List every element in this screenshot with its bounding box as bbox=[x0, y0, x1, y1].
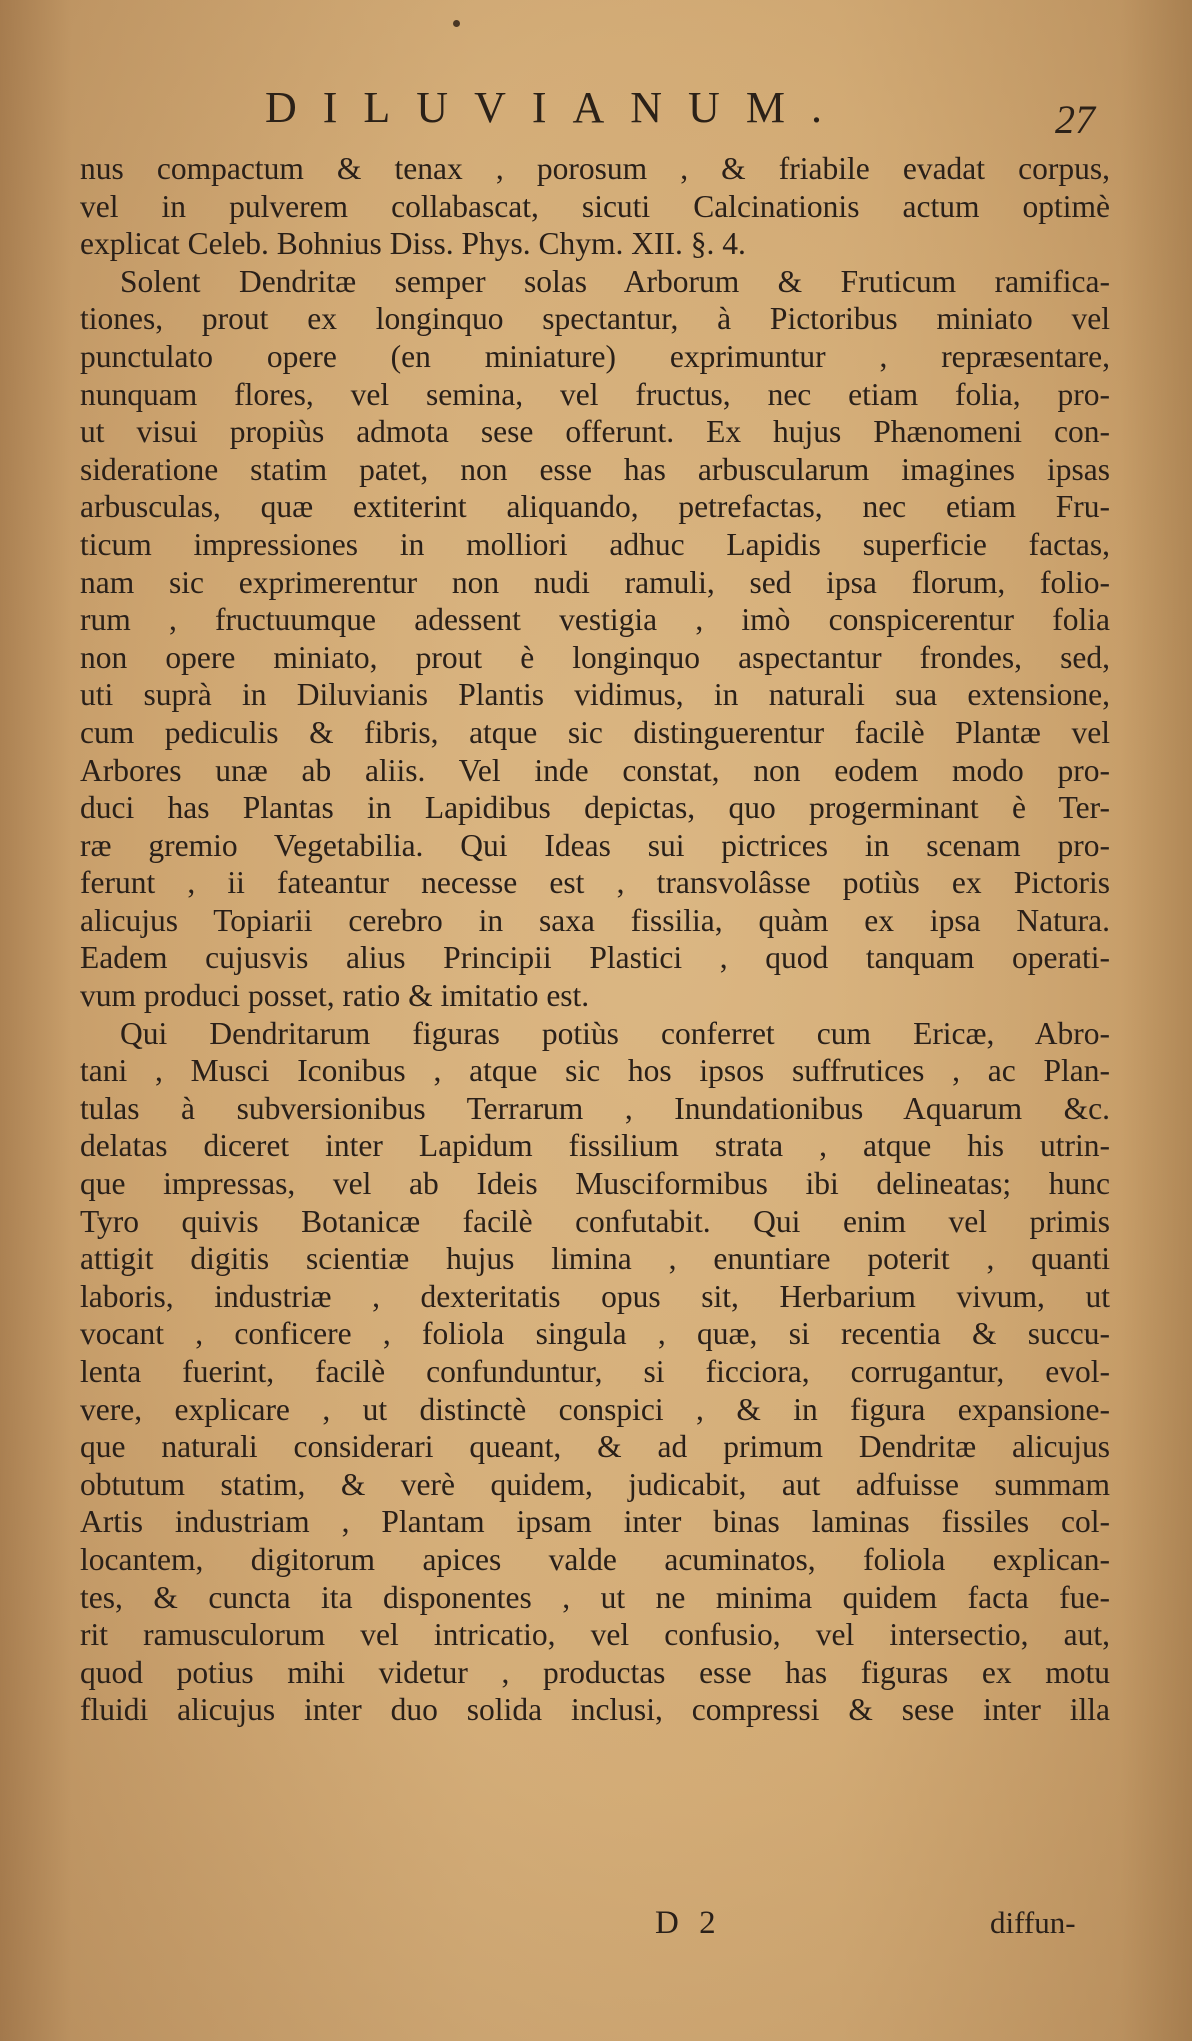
text-line: laboris, industriæ , dexteritatis opus sit, Herbarium vivum, ut bbox=[80, 1278, 1110, 1314]
text-line: vere, explicare , ut distinctè conspici , & in figura expansione- bbox=[80, 1391, 1110, 1427]
text-line: Arbores unæ ab aliis. Vel inde constat, non eodem modo pro- bbox=[80, 752, 1110, 788]
text-line: vum produci posset, ratio & imitatio est. bbox=[80, 978, 590, 1014]
text-line: locantem, digitorum apices valde acuminatos, foliola explican- bbox=[80, 1541, 1110, 1577]
text-line: ferunt , ii fateantur necesse est , transvolâsse potiùs ex Pictoris bbox=[80, 865, 1110, 901]
text-line: fluidi alicujus inter duo solida inclusi, compressi & sese inter illa bbox=[80, 1692, 1110, 1728]
text-line: ut visui propiùs admota sese offerunt. Ex hujus Phænomeni con- bbox=[80, 414, 1110, 450]
text-line: Solent Dendritæ semper solas Arborum & Fruticum ramifica- bbox=[120, 263, 1110, 299]
text-line: quod potius mihi videtur , productas esse has figuras ex motu bbox=[80, 1654, 1110, 1690]
text-line: nus compactum & tenax , porosum , & friabile evadat corpus, bbox=[80, 151, 1110, 186]
text-line: sideratione statim patet, non esse has arbuscularum imagines ipsas bbox=[80, 451, 1110, 487]
text-line: Artis industriam , Plantam ipsam inter binas laminas fissiles col- bbox=[80, 1504, 1110, 1540]
text-line: Tyro quivis Botanicæ facilè confutabit. Qui enim vel primis bbox=[80, 1203, 1110, 1239]
text-line: que naturali considerari queant, & ad primum Dendritæ alicujus bbox=[80, 1429, 1110, 1465]
text-line: uti suprà in Diluvianis Plantis vidimus, in naturali sua extensione, bbox=[80, 677, 1110, 713]
text-line: rit ramusculorum vel intricatio, vel confusio, vel intersectio, aut, bbox=[80, 1617, 1110, 1653]
text-line: arbusculas, quæ extiterint aliquando, petrefactas, nec etiam Fru- bbox=[80, 489, 1110, 525]
text-line: vocant , conficere , foliola singula , quæ, si recentia & succu- bbox=[80, 1316, 1110, 1352]
page-number: 27 bbox=[1055, 97, 1095, 142]
text-line: explicat Celeb. Bohnius Diss. Phys. Chym. XII. §. 4. bbox=[80, 226, 746, 262]
text-line: delatas diceret inter Lapidum fissilium strata , atque his utrin- bbox=[80, 1128, 1110, 1164]
text-line: ticum impressiones in molliori adhuc Lapidis superficie factas, bbox=[80, 526, 1110, 562]
text-line: vel in pulverem collabascat, sicuti Calcinationis actum optimè bbox=[80, 188, 1110, 224]
text-line: Qui Dendritarum figuras potiùs conferret cum Ericæ, Abro- bbox=[120, 1015, 1110, 1051]
text-line: attigit digitis scientiæ hujus limina , enuntiare poterit , quanti bbox=[80, 1241, 1110, 1277]
text-line: nunquam flores, vel semina, vel fructus, nec etiam folia, pro- bbox=[80, 376, 1110, 412]
text-line: tani , Musci Iconibus , atque sic hos ipsos suffrutices , ac Plan- bbox=[80, 1053, 1110, 1089]
text-line: lenta fuerint, facilè confunduntur, si ficciora, corrugantur, evol- bbox=[80, 1354, 1110, 1389]
text-line: alicujus Topiarii cerebro in saxa fissilia, quàm ex ipsa Natura. bbox=[80, 902, 1110, 938]
text-line: tiones, prout ex longinquo spectantur, à Pictoribus miniato vel bbox=[80, 301, 1110, 337]
text-line: punctulato opere (en miniature) exprimuntur , repræsentare, bbox=[80, 338, 1110, 374]
ink-speck bbox=[453, 20, 460, 27]
signature-mark: D 2 bbox=[655, 1905, 722, 1941]
running-head: DILUVIANUM. bbox=[265, 83, 848, 132]
text-line: non opere miniato, prout è longinquo aspectantur frondes, sed, bbox=[80, 639, 1110, 675]
text-line: tes, & cuncta ita disponentes , ut ne minima quidem facta fue- bbox=[80, 1579, 1110, 1615]
text-line: tulas à subversionibus Terrarum , Inundationibus Aquarum &c. bbox=[80, 1090, 1110, 1126]
text-line: obtutum statim, & verè quidem, judicabit, aut adfuisse summam bbox=[80, 1466, 1110, 1502]
catchword: diffun- bbox=[990, 1905, 1076, 1940]
text-line: rum , fructuumque adessent vestigia , imò conspicerentur folia bbox=[80, 602, 1110, 638]
text-line: duci has Plantas in Lapidibus depictas, quo progerminant è Ter- bbox=[80, 790, 1110, 826]
text-line: cum pediculis & fibris, atque sic distinguerentur facilè Plantæ vel bbox=[80, 714, 1110, 750]
text-line: ræ gremio Vegetabilia. Qui Ideas sui pictrices in scenam pro- bbox=[80, 827, 1110, 863]
text-line: Eadem cujusvis alius Principii Plastici , quod tanquam operati- bbox=[80, 940, 1110, 976]
text-line: que impressas, vel ab Ideis Musciformibus ibi delineatas; hunc bbox=[80, 1166, 1110, 1202]
text-line: nam sic exprimerentur non nudi ramuli, sed ipsa florum, folio- bbox=[80, 564, 1110, 600]
body-text bbox=[80, 150, 1110, 1729]
